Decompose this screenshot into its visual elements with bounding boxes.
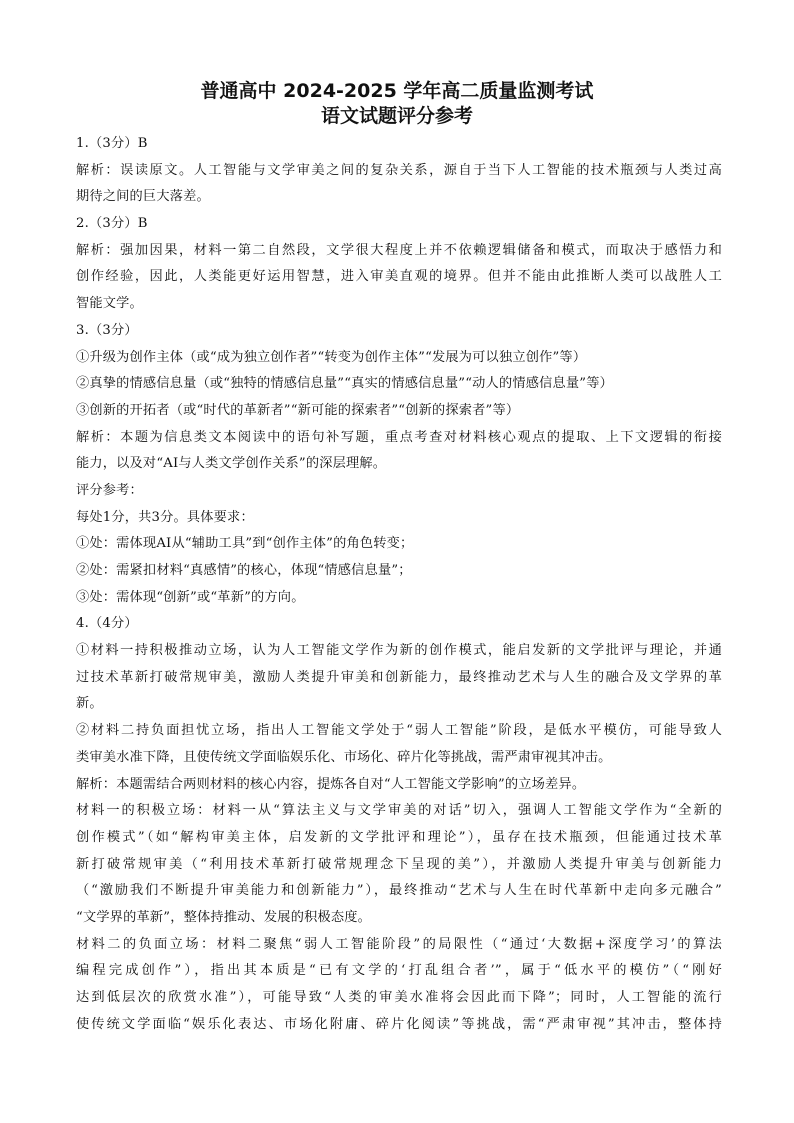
text-line: 过技术革新打破常规审美，激励人类提升审美和创新能力，最终推动艺术与人生的融合及文学界的革 [76,669,722,685]
text-line: 每处1分，共3分。具体要求： [76,509,254,525]
text-line: 解析：本题需结合两则材料的核心内容，提炼各自对“人工智能文学影响”的立场差异。 [76,776,586,792]
text-line: 能力，以及对“AI与人类文学创作关系”的深层理解。 [76,456,387,472]
text-line: 材料一的积极立场：材料一从“算法主义与文学审美的对话”切入，强调人工智能文学作为“全新的 [76,803,722,819]
page-title: 普通高中 2024-2025 学年高二质量监测考试 [200,80,594,102]
text-line: 创作模式”（如“解构审美主体，启发新的文学批评和理论”），虽存在技术瓶颈，但能通过技术革 [76,829,722,845]
answer-content [76,131,722,1038]
text-line: “文学界的革新”，整体持推动、发展的积极态度。 [76,909,372,925]
text-line: 4.（4分） [76,616,138,632]
text-line: ②材料二持负面担忧立场，指出人工智能文学处于“弱人工智能”阶段，是低水平模仿，可能导致人 [76,723,722,739]
text-line: 1.（3分）B [76,136,148,151]
text-line: ①材料一持积极推动立场，认为人工智能文学作为新的创作模式，能启发新的文学批评与理论，并通 [76,643,722,659]
text-line: 解析：本题为信息类文本阅读中的语句补写题，重点考查对材料核心观点的提取、上下文逻辑的衔接 [76,429,722,445]
text-line: 创作经验，因此，人类能更好运用智慧，进入审美直观的境界。但并不能由此推断人类可以战胜人工 [76,269,722,285]
text-line: 2.（3分）B [76,216,148,232]
text-line: ①升级为创作主体（或“成为独立创作者”“转变为创作主体”“发展为可以独立创作”等） [76,349,587,365]
text-line: 新打破常规审美（“利用技术革新打破常规理念下呈现的美”），并激励人类提升审美与创新能力 [76,856,722,872]
text-line: 新。 [76,696,103,712]
text-line: 使传统文学面临“娱乐化表达、市场化附庸、碎片化阅读”等挑战，需“严肃审视”其冲击，整体持 [76,1016,722,1032]
page-subtitle: 语文试题评分参考 [320,105,473,127]
text-line: 智能文学。 [76,296,143,312]
text-line: 材料二的负面立场：材料二聚焦“弱人工智能阶段”的局限性（“通过‘大数据+深度学习’的算法 [76,936,722,952]
text-line: 达到低层次的欣赏水准”），可能导致“人类的审美水准将会因此而下降”；同时，人工智能的流行 [76,990,722,1005]
text-line: ②真挚的情感信息量（或“独特的情感信息量”“真实的情感信息量”“动人的情感信息量”等） [76,376,613,392]
text-line: ②处：需紧扣材料“真感情”的核心，体现“情感信息量”； [76,563,412,578]
text-line: ③创新的开拓者（或“时代的革新者”“新可能的探索者”“创新的探索者”等） [76,402,520,418]
text-line: ①处：需体现AI从“辅助工具”到“创作主体”的角色转变； [76,536,414,552]
text-line: 评分参考： [76,482,143,498]
text-line: 解析：强加因果，材料一第二自然段，文学很大程度上并不依赖逻辑储备和模式，而取决于感悟力和 [76,242,722,258]
text-line: 期待之间的巨大落差。 [76,189,210,205]
text-line: 类审美水准下降，且使传统文学面临娱乐化、市场化、碎片化等挑战，需严肃审视其冲击。 [76,749,612,765]
text-line: 解析：误读原文。人工智能与文学审美之间的复杂关系，源自于当下人工智能的技术瓶颈与人类过高 [76,162,722,178]
text-line: 编程完成创作”），指出其本质是“已有文学的‘打乱组合者’”，属于“低水平的模仿”（“刚好 [76,963,722,979]
text-line: ③处：需体现“创新”或“革新”的方向。 [76,589,305,605]
text-line: （“激励我们不断提升审美能力和创新能力”），最终推动“艺术与人生在时代革新中走向多元融合” [76,883,722,899]
text-line: 3.（3分） [76,322,138,338]
